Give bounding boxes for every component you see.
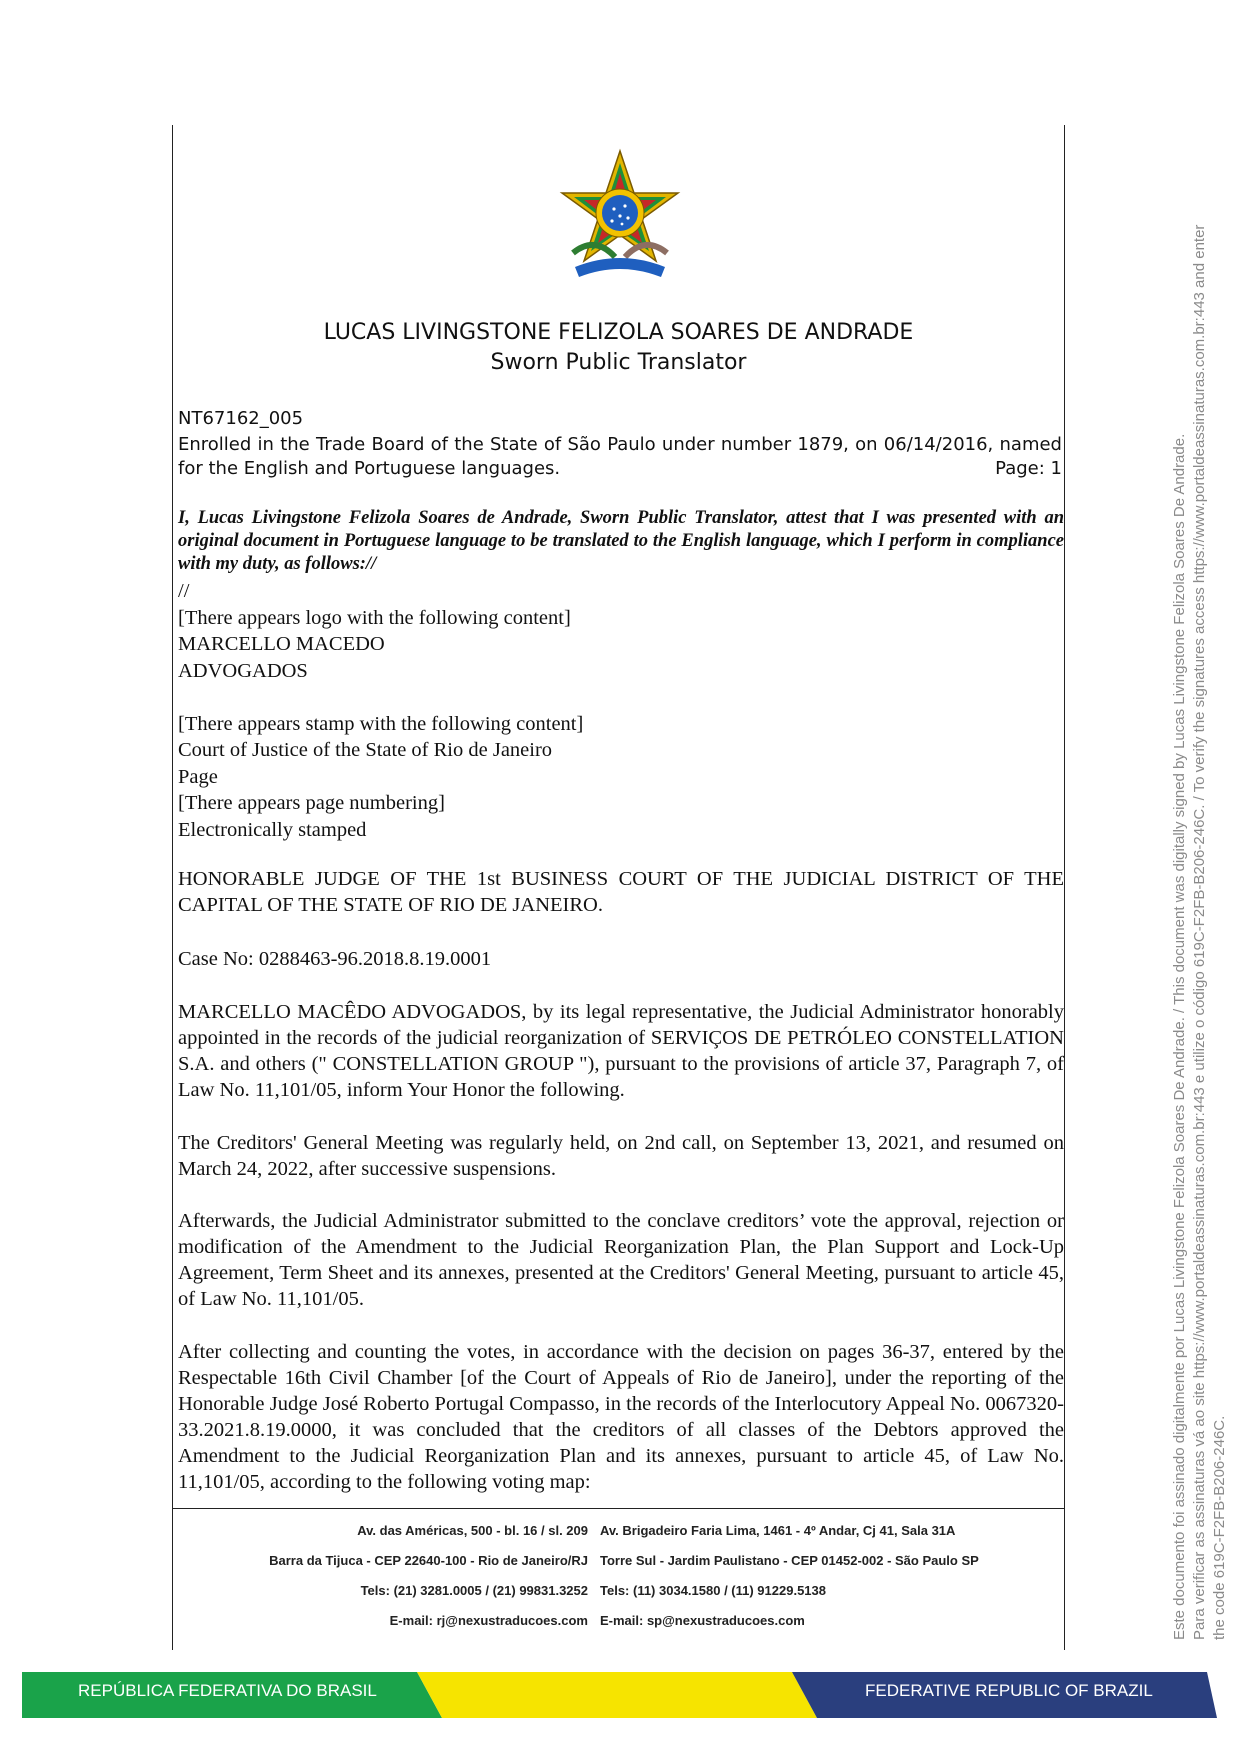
translator-name: LUCAS LIVINGSTONE FELIZOLA SOARES DE ANDRADE — [323, 320, 914, 345]
sp-phones: Tels: (11) 3034.1580 / (11) 91229.5138 — [600, 1583, 826, 1598]
paragraph-1: MARCELLO MACÊDO ADVOGADOS, by its legal representative, the Judicial Administrator honorably appointed in the records of the judicial reorganization of SERVIÇOS DE PETRÓLEO CONSTELLATION S.A. and others (" CONSTELLATION GROUP "), pursuant to the provisions of article 37, Paragraph 7, of Law No. 11,101/05, inform Your Honor the following. — [178, 1001, 1064, 1101]
sp-address-1: Av. Brigadeiro Faria Lima, 1461 - 4º Andar, Cj 41, Sala 31A — [600, 1523, 956, 1538]
page-right-border — [1064, 125, 1065, 1650]
attestation-statement: I, Lucas Livingstone Felizola Soares de Andrade, Sworn Public Translator, attest that I was presented with an original document in Portuguese language to be translated to the English language, which I perform in compliance with my duty, as follows:// — [178, 508, 1064, 574]
rj-address-2: Barra da Tijuca - CEP 22640-100 - Rio de Janeiro/RJ — [269, 1553, 588, 1568]
logo-note: [There appears logo with the following content] — [178, 606, 571, 629]
signature-note-line-3: the code 619C-F2FB-B206-246C. — [1211, 1415, 1228, 1640]
stamp-line-4: Electronically stamped — [178, 818, 367, 841]
paragraph-3: Afterwards, the Judicial Administrator submitted to the conclave creditors’ vote the approval, rejection or modification of the Amendment to the Judicial Reorganization Plan, the Plan Support and Lock-Up Agreement, Term Sheet and its annexes, presented at the Creditors' General Meeting, pursuant to article 45, of Law No. 11,101/05. — [178, 1210, 1064, 1310]
stamp-line-1: Court of Justice of the State of Rio de Janeiro — [178, 739, 553, 761]
enrollment-languages: for the English and Portuguese languages. — [178, 458, 561, 479]
case-number: Case No: 0288463-96.2018.8.19.0001 — [178, 948, 492, 970]
logo-stamp-block — [178, 578, 1064, 843]
brazil-coat-of-arms-icon — [555, 145, 685, 285]
banner-right-label: FEDERATIVE REPUBLIC OF BRAZIL — [865, 1681, 1153, 1700]
logo-line-1: MARCELLO MACEDO — [178, 633, 385, 655]
stamp-line-3: [There appears page numbering] — [178, 792, 445, 814]
translator-title: Sworn Public Translator — [490, 350, 747, 375]
sp-address-2: Torre Sul - Jardim Paulistano - CEP 01452-002 - São Paulo SP — [600, 1553, 979, 1568]
footer-rio-office — [180, 1516, 588, 1636]
addressee: HONORABLE JUDGE OF THE 1st BUSINESS COURT OF THE JUDICIAL DISTRICT OF THE CAPITAL OF THE STATE OF RIO DE JANEIRO. — [178, 868, 1064, 916]
separator: // — [178, 580, 190, 602]
paragraph-4: After collecting and counting the votes, in accordance with the decision on pages 36-37, entered by the Respectable 16th Civil Chamber [of the Court of Appeals of Rio de Janeiro], under the reporting of the Honorable Judge José Roberto Portugal Compasso, in the records of the Interlocutory Appeal No. 0067320-33.2021.8.19.0000, it was concluded that the creditors of all classes of the Debtors approved the Amendment to the Judicial Reorganization Plan and its annexes, pursuant to article 45, of Law No. 11,101/05, according to the following voting map: — [178, 1341, 1064, 1493]
enrollment-line-1: Enrolled in the Trade Board of the State of São Paulo under number 1879, on 06/14/2016, named — [178, 434, 1062, 455]
reference-code: NT67162_005 — [178, 408, 304, 429]
footer-divider — [172, 1508, 1065, 1509]
footer-sao-paulo-office — [600, 1516, 1020, 1636]
rj-email: E-mail: rj@nexustraducoes.com — [389, 1613, 588, 1628]
page-number: Page: 1 — [995, 458, 1062, 479]
signature-note-line-1: Este documento foi assinado digitalmente por Lucas Livingstone Felizola Soares De Andrade. / This document was digitally signed by Lucas Livingstone Felizola Soares De Andrade. — [1171, 433, 1188, 1640]
rj-address-1: Av. das Américas, 500 - bl. 16 / sl. 209 — [357, 1523, 588, 1538]
signature-note-line-2: Para verificar as assinaturas vá ao site https://www.portaldeassinaturas.com.br:443 e utilize o código 619C-F2FB-B206-246C. / To verify the signatures access https://www.portaldeassinaturas.com.br:443 and enter — [1191, 224, 1208, 1640]
enrollment-line-2 — [178, 458, 1062, 479]
banner-left-label: REPÚBLICA FEDERATIVA DO BRASIL — [78, 1681, 377, 1700]
rj-phones: Tels: (21) 3281.0005 / (21) 99831.3252 — [360, 1583, 588, 1598]
stamp-line-2: Page — [178, 765, 218, 788]
stamp-note: [There appears stamp with the following content] — [178, 712, 584, 735]
logo-line-2: ADVOGADOS — [178, 659, 308, 682]
paragraph-2: The Creditors' General Meeting was regularly held, on 2nd call, on September 13, 2021, and resumed on March 24, 2022, after successive suspensions. — [178, 1132, 1064, 1180]
banner-yellow-band — [417, 1672, 817, 1718]
translator-header — [173, 318, 1064, 378]
sp-email: E-mail: sp@nexustraducoes.com — [600, 1613, 805, 1628]
digital-signature-note — [1170, 30, 1230, 1640]
